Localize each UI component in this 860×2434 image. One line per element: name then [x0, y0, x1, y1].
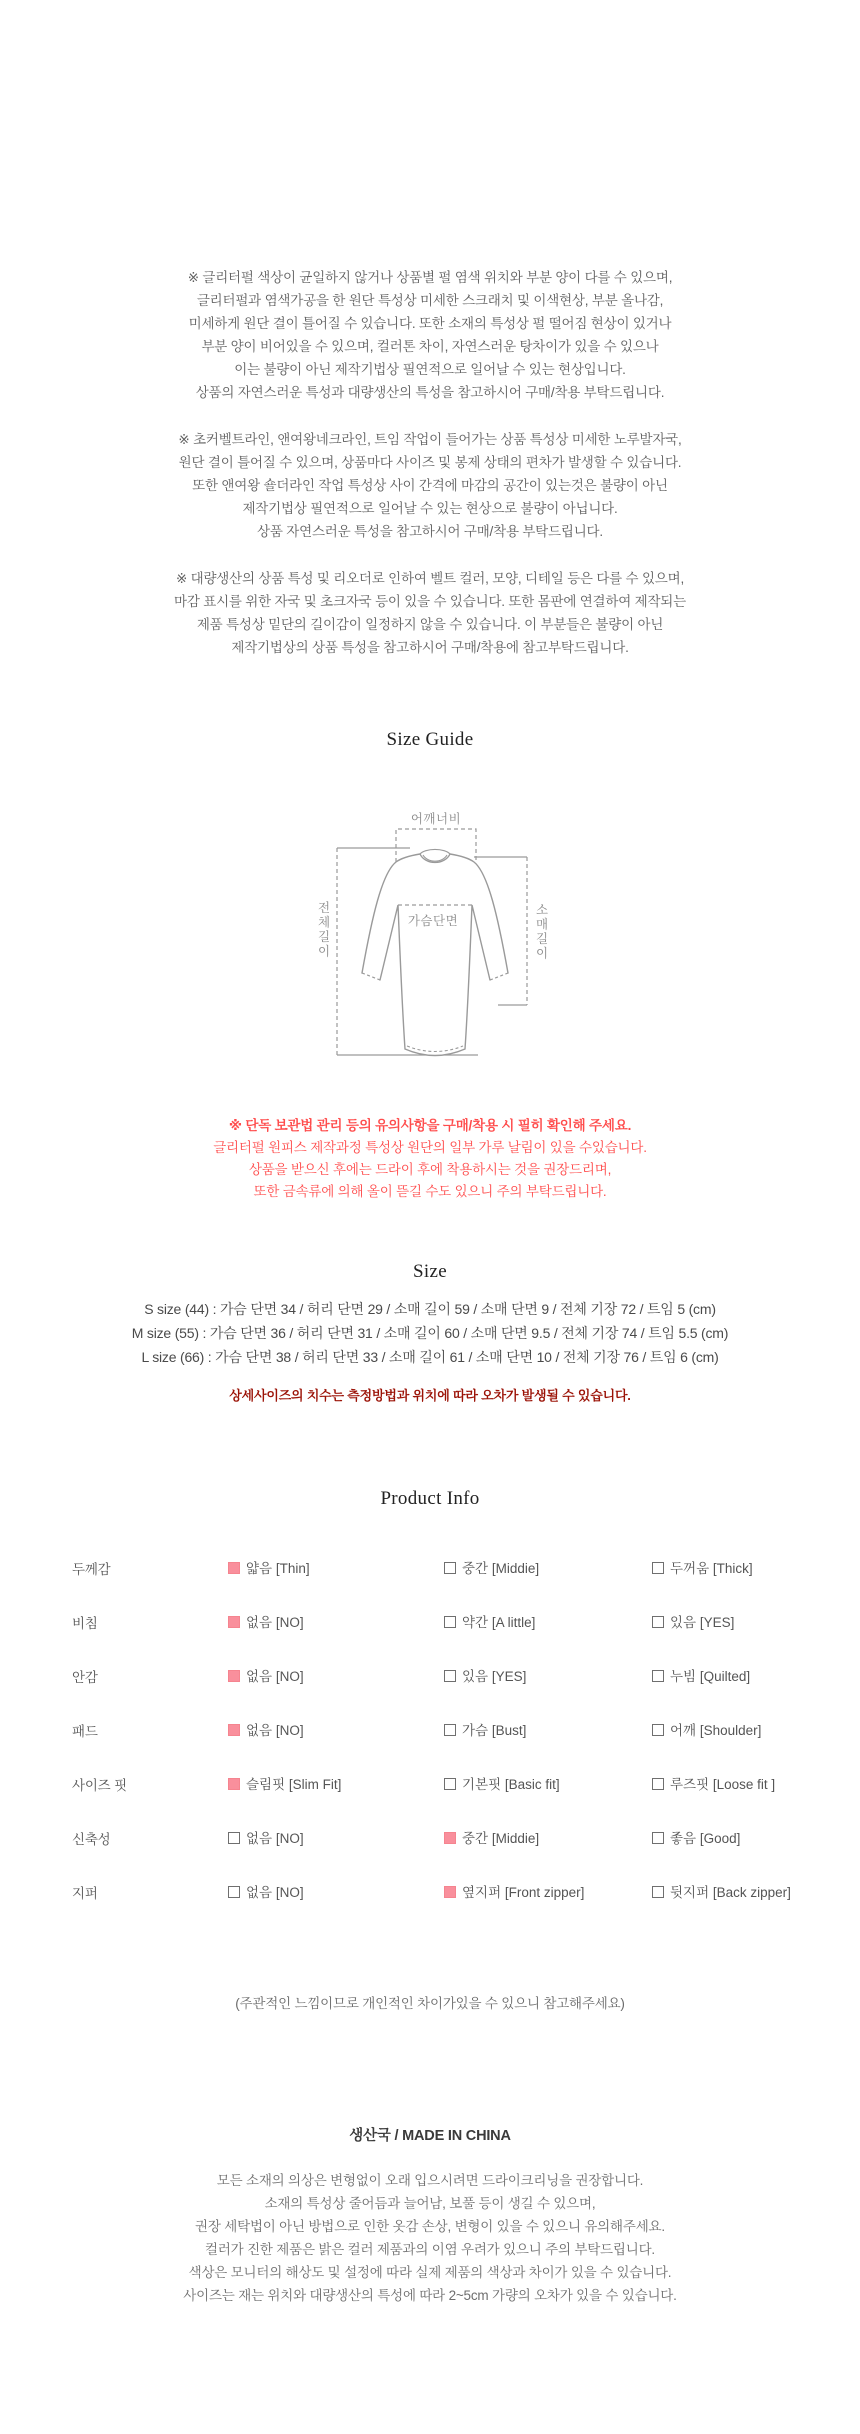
checkbox-icon	[652, 1616, 664, 1628]
option-label: 없음 [NO]	[246, 1669, 304, 1684]
attribute-label: 비침	[72, 1616, 98, 1631]
size-row-m: M size (55) : 가슴 단면 36 / 허리 단면 31 / 소매 길이 60 / 소매 단면 9.5 / 전체 기장 74 / 트임 5.5 (cm)	[131, 1325, 729, 1341]
care-warning-block	[0, 1115, 860, 1203]
shoulder-width-label: 어깨너비	[410, 812, 462, 826]
checkbox-icon	[652, 1724, 664, 1736]
warning-line: 또한 금속류에 의해 올이 뜯길 수도 있으니 주의 부탁드립니다.	[253, 1184, 607, 1199]
option-label: 루즈핏 [Loose fit ]	[670, 1777, 776, 1792]
option-cell	[444, 1611, 535, 1631]
checkbox-icon	[444, 1562, 456, 1574]
checkbox-icon	[228, 1562, 240, 1574]
checkbox-icon	[652, 1562, 664, 1574]
care-line: 소재의 특성상 줄어듬과 늘어남, 보풀 등이 생길 수 있으며,	[264, 2196, 596, 2211]
notice-line: 글리터펄과 염색가공을 한 원단 특성상 미세한 스크래치 및 이색현상, 부분 올나감,	[196, 293, 664, 308]
notice-line: 제작기법상 필연적으로 일어날 수 있는 현상으로 불량이 아닙니다.	[242, 501, 618, 516]
option-label: 없음 [NO]	[246, 1615, 304, 1630]
attribute-label: 지퍼	[72, 1886, 98, 1901]
attribute-label: 안감	[72, 1670, 98, 1685]
origin-title: 생산국 / MADE IN CHINA	[349, 2128, 511, 2144]
option-label: 얇음 [Thin]	[246, 1561, 310, 1576]
notice-paragraph-massproduction	[0, 567, 860, 659]
checkbox-icon	[444, 1832, 456, 1844]
option-label: 좋음 [Good]	[670, 1831, 741, 1846]
checkbox-icon	[228, 1778, 240, 1790]
option-label: 중간 [Middie]	[462, 1561, 540, 1576]
option-label: 없음 [NO]	[246, 1723, 304, 1738]
option-cell	[652, 1881, 791, 1901]
checkbox-icon	[228, 1616, 240, 1628]
notice-section	[0, 0, 860, 659]
care-line: 컬러가 진한 제품은 밝은 컬러 제품과의 이염 우려가 있으니 주의 부탁드립니다.	[205, 2242, 655, 2257]
table-row-size-fit	[0, 1772, 860, 1826]
warning-line: 상품을 받으신 후에는 드라이 후에 착용하시는 것을 권장드리며,	[248, 1162, 612, 1177]
option-cell	[652, 1557, 753, 1577]
garment-body-fill	[362, 846, 508, 1056]
attribute-label: 사이즈 핏	[72, 1778, 127, 1793]
option-label: 있음 [YES]	[462, 1669, 527, 1684]
option-label: 두꺼움 [Thick]	[670, 1561, 753, 1576]
attribute-label: 패드	[72, 1724, 98, 1739]
checkbox-icon	[652, 1886, 664, 1898]
notice-line: ※ 초커벨트라인, 앤여왕네크라인, 트임 작업이 들어가는 상품 특성상 미세한 노루발자국,	[178, 432, 682, 447]
notice-line: 마감 표시를 위한 자국 및 초크자국 등이 있을 수 있습니다. 또한 몸판에 연결하여 제작되는	[174, 594, 686, 609]
option-cell	[444, 1665, 526, 1685]
option-label: 없음 [NO]	[246, 1885, 304, 1900]
option-cell	[652, 1773, 775, 1793]
option-label: 없음 [NO]	[246, 1831, 304, 1846]
product-info-title: Product Info	[380, 1488, 480, 1509]
size-guide-diagram	[310, 805, 550, 1075]
table-row-lining	[0, 1664, 860, 1718]
attribute-label: 두께감	[72, 1562, 111, 1577]
notice-line: 제작기법상의 상품 특성을 참고하시어 구매/착용에 참고부탁드립니다.	[231, 640, 629, 655]
option-cell	[444, 1827, 539, 1847]
option-cell	[228, 1881, 304, 1901]
option-cell	[444, 1773, 560, 1793]
notice-line: 또한 앤여왕 숄더라인 작업 특성상 사이 간격에 마감의 공간이 있는것은 불량이 아닌	[192, 478, 668, 493]
notice-line: 제품 특성상 밑단의 길이감이 일정하지 않을 수 있습니다. 이 부분들은 불량이 아닌	[196, 617, 664, 632]
option-label: 기본핏 [Basic fit]	[462, 1777, 560, 1792]
checkbox-icon	[652, 1832, 664, 1844]
table-row-thickness	[0, 1556, 860, 1610]
option-cell	[228, 1557, 310, 1577]
checkbox-icon	[444, 1724, 456, 1736]
notice-paragraph-sewing	[0, 428, 860, 543]
total-length-label: 전체길이	[316, 901, 330, 959]
chest-width-label: 가슴단면	[407, 914, 459, 928]
garment-diagram-graphic	[310, 805, 550, 1075]
notice-paragraph-glitter	[0, 266, 860, 404]
option-cell	[444, 1557, 539, 1577]
size-guide-title: Size Guide	[386, 729, 474, 750]
option-label: 뒷지퍼 [Back zipper]	[670, 1885, 791, 1900]
option-cell	[652, 1827, 740, 1847]
option-cell	[228, 1773, 341, 1793]
size-row-s: S size (44) : 가슴 단면 34 / 허리 단면 29 / 소매 길이 59 / 소매 단면 9 / 전체 기장 72 / 트임 5 (cm)	[144, 1301, 716, 1317]
notice-line: 미세하게 원단 결이 틀어질 수 있습니다. 또한 소재의 특성상 펄 떨어짐 현상이 있거나	[188, 316, 672, 331]
checkbox-icon	[228, 1724, 240, 1736]
care-line: 색상은 모니터의 해상도 및 설정에 따라 실제 제품의 색상과 차이가 있을 수 있습니다.	[188, 2265, 672, 2280]
option-cell	[228, 1665, 304, 1685]
checkbox-icon	[444, 1670, 456, 1682]
table-row-padding	[0, 1718, 860, 1772]
notice-line: ※ 글리터펄 색상이 균일하지 않거나 상품별 펄 염색 위치와 부분 양이 다를 수 있으며,	[187, 270, 673, 285]
notice-line: 상품의 자연스러운 특성과 대량생산의 특성을 참고하시어 구매/착용 부탁드립니다.	[195, 385, 665, 400]
option-label: 약간 [A little]	[462, 1615, 536, 1630]
option-label: 누빔 [Quilted]	[670, 1669, 751, 1684]
option-cell	[652, 1611, 734, 1631]
option-cell	[444, 1719, 526, 1739]
option-cell	[228, 1719, 304, 1739]
care-line: 권장 세탁법이 아닌 방법으로 인한 옷감 손상, 변형이 있을 수 있으니 유의해주세요.	[195, 2219, 665, 2234]
checkbox-icon	[228, 1832, 240, 1844]
notice-line: 상품 자연스러운 특성을 참고하시어 구매/착용 부탁드립니다.	[257, 524, 603, 539]
checkbox-icon	[228, 1886, 240, 1898]
care-line: 모든 소재의 의상은 변형없이 오래 입으시려면 드라이크리닝을 권장합니다.	[216, 2173, 644, 2188]
option-label: 있음 [YES]	[670, 1615, 735, 1630]
size-row-l: L size (66) : 가슴 단면 38 / 허리 단면 33 / 소매 길이 61 / 소매 단면 10 / 전체 기장 76 / 트임 6 (cm)	[141, 1349, 719, 1365]
subjective-note: (주관적인 느낌이므로 개인적인 차이가있을 수 있으니 참고해주세요)	[235, 1996, 625, 2011]
size-tolerance-note: 상세사이즈의 치수는 측정방법과 위치에 따라 오차가 발생될 수 있습니다.	[229, 1388, 631, 1403]
checkbox-icon	[444, 1886, 456, 1898]
option-cell	[228, 1827, 304, 1847]
notice-line: ※ 대량생산의 상품 특성 및 리오더로 인하여 벨트 컬러, 모양, 디테일 등은 다를 수 있으며,	[175, 571, 685, 586]
checkbox-icon	[444, 1778, 456, 1790]
option-cell	[444, 1881, 584, 1901]
warning-line: ※ 단독 보관법 관리 등의 유의사항을 구매/착용 시 필히 확인해 주세요.	[228, 1118, 632, 1133]
option-label: 옆지퍼 [Front zipper]	[462, 1885, 585, 1900]
table-row-zipper	[0, 1880, 860, 1934]
size-title: Size	[413, 1261, 447, 1282]
notice-line: 부분 양이 비어있을 수 있으며, 컬러톤 차이, 자연스러운 탕차이가 있을 수 있으나	[201, 339, 659, 354]
table-row-sheerness	[0, 1610, 860, 1664]
attribute-label: 신축성	[72, 1832, 111, 1847]
option-cell	[652, 1665, 750, 1685]
option-label: 슬림핏 [Slim Fit]	[246, 1777, 342, 1792]
notice-line: 원단 결이 틀어질 수 있으며, 상품마다 사이즈 및 봉제 상태의 편차가 발생할 수 있습니다.	[178, 455, 682, 470]
option-label: 가슴 [Bust]	[462, 1723, 527, 1738]
warning-line: 글리터펄 원피스 제작과정 특성상 원단의 일부 가루 날림이 있을 수있습니다.	[213, 1140, 647, 1155]
option-label: 어깨 [Shoulder]	[670, 1723, 762, 1738]
care-instructions	[0, 2169, 860, 2433]
notice-line: 이는 불량이 아닌 제작기법상 필연적으로 일어날 수 있는 현상입니다.	[234, 362, 626, 377]
product-info-table	[0, 1556, 860, 1934]
option-cell	[228, 1611, 304, 1631]
checkbox-icon	[444, 1616, 456, 1628]
checkbox-icon	[652, 1778, 664, 1790]
care-line: 사이즈는 재는 위치와 대량생산의 특성에 따라 2~5cm 가량의 오차가 있을 수 있습니다.	[183, 2288, 677, 2303]
checkbox-icon	[228, 1670, 240, 1682]
table-row-stretch	[0, 1826, 860, 1880]
sleeve-length-label: 소매길이	[534, 903, 548, 961]
option-cell	[652, 1719, 761, 1739]
option-label: 중간 [Middie]	[462, 1831, 540, 1846]
checkbox-icon	[652, 1670, 664, 1682]
size-measurements	[0, 1297, 860, 1369]
